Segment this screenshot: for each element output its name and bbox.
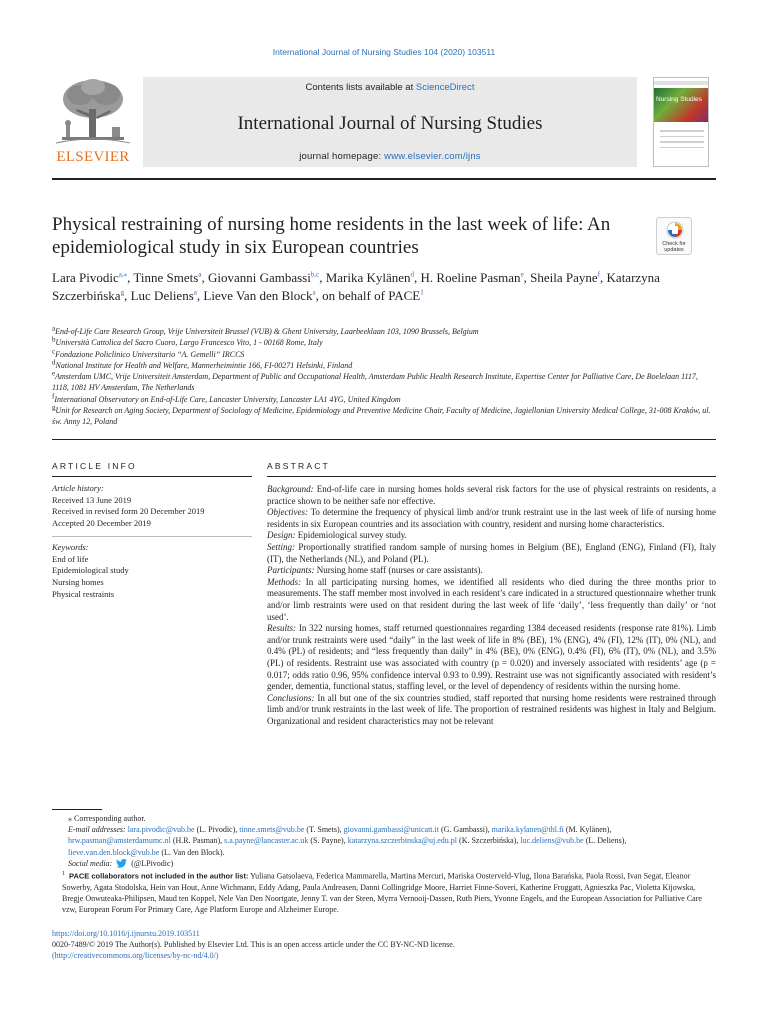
pace-collaborators-note	[52, 869, 716, 915]
corresponding-author-note	[52, 813, 716, 824]
affiliation-item	[52, 371, 716, 394]
affiliation-list	[52, 326, 716, 428]
journal-banner	[143, 77, 637, 167]
author-affiliation-mark[interactable]: a,⁎	[118, 270, 128, 279]
license-link[interactable]: (http://creativecommons.org/licenses/by-nc-nd/4.0/)	[52, 951, 219, 961]
author-affiliation-mark[interactable]: f	[597, 270, 601, 279]
masthead-rule	[52, 178, 716, 180]
keyword-item: Nursing homes	[52, 577, 104, 588]
elsevier-tree-icon	[52, 77, 134, 149]
journal-cover-thumbnail[interactable]	[653, 77, 709, 167]
footnote-rule	[52, 809, 102, 810]
affiliation-item	[52, 326, 716, 337]
keywords-label: Keywords:	[52, 542, 89, 552]
abstract-section	[267, 530, 716, 542]
email-link[interactable]: lara.pivodic@vub.be	[127, 825, 195, 835]
abstract-section-text: Proportionally stratified random sample of nursing homes in Belgium (BE), England (ENG), Finland (FI), Italy (IT), the Netherlands (NL), and Poland (PL).	[267, 541, 716, 564]
abstract-section-text: Epidemiological survey study.	[295, 530, 407, 541]
pace-collaborators-text: Yuliana Gatsolaeva, Federica Mammarella, Martina Mercuri, Mariska Oosterveld-Vlug, Ilona Barańska, Paola Rossi, Ivan Segat, Eleanor Sowerby, Agata Stodolska, Hein van Hout, Anne Wichmann, Eddy Adang, Paula Andreasen, Danni Collingridge Moore, Harriet Finne-Soveri, Katherine Froggatt, Agnieszka Pac, Violetta Kijowska, Bregje Onwuteaka-Philipsen, Maud ten Koppel, Nele Van Den Noortgate, Jenny T. van der Steen, Myrra Vernooij-Dassen, Ruth Piers, Yvonne Engels, and the European Association for Palliative Care vzw, European Forum For Primary Care, Age Platform Europe and Alzheimer Europe.	[62, 871, 702, 915]
abstract-section-text: To determine the frequency of physical limb and/or trunk restraint use in the last week of life of nursing home residents in six European countries and its association with country, resident and nursing home characteristics.	[267, 507, 716, 529]
social-media-note	[52, 858, 716, 869]
email-owner: (L. Deliens),	[583, 836, 627, 846]
keyword-item: Physical restraints	[52, 588, 115, 599]
email-owner: (H.R. Pasman),	[170, 836, 225, 846]
affiliation-mark: f	[52, 392, 55, 401]
affiliation-item	[52, 337, 716, 348]
affiliation-item	[52, 360, 716, 371]
affiliation-text: International Observatory on End-of-Life Care, Lancaster University, Lancaster LA1 4YG, United Kingdom	[54, 394, 401, 404]
email-link[interactable]: marika.kylanen@thl.fi	[491, 825, 564, 835]
history-received: Received 13 June 2019	[52, 494, 132, 505]
abstract-section-text: In all but one of the six countries studied, staff reported that nursing home residents were restrained through limb and/or trunk restraints in the last week of life. The proportion of restrained residents was highest in Italy and Belgium. Organizational and resident characteristics may not be relevant	[267, 692, 716, 726]
affiliation-mark: e	[52, 369, 56, 378]
abstract-section	[267, 623, 716, 693]
affiliation-item	[52, 394, 716, 405]
abstract-section-text: End-of-life care in nursing homes holds several risk factors for the use of physical restraints on residents, a practice shown to be neither safe nor effective.	[267, 484, 716, 506]
footnotes	[52, 813, 716, 915]
abstract-section-label: Setting:	[267, 541, 295, 552]
email-link[interactable]: katarzyna.szczerbinska@uj.edu.pl	[347, 836, 458, 846]
journal-homepage-link[interactable]: www.elsevier.com/ijns	[384, 151, 481, 162]
author-name[interactable]: Marika Kylänen	[325, 270, 411, 285]
cover-title: Nursing Studies	[656, 96, 702, 103]
section-rule	[52, 439, 716, 440]
email-owner: (M. Kylänen),	[563, 825, 612, 835]
affiliation-text: Università Cattolica del Sacro Cuoro, Largo Francesco Vito, 1 - 00168 Rome, Italy	[55, 338, 323, 348]
abstract-section	[267, 565, 716, 577]
author-name[interactable]: Giovanni Gambassi	[207, 270, 311, 285]
author-name[interactable]: Lieve Van den Block	[203, 288, 313, 303]
email-owner: (L. Pivodic),	[194, 825, 240, 835]
homepage-prefix: journal homepage:	[299, 151, 385, 162]
author-affiliation-mark[interactable]: e	[520, 270, 524, 279]
journal-citation-link[interactable]: International Journal of Nursing Studies 104 (2020) 103511	[272, 47, 496, 57]
article-title: Physical restraining of nursing home residents in the last week of life: An epidemiological study in six European countries	[52, 214, 611, 258]
journal-title: International Journal of Nursing Studies	[237, 113, 543, 134]
keyword-item: End of life	[52, 553, 89, 564]
corresponding-mark: ⁎	[68, 814, 72, 823]
abstract-section-label: Design:	[267, 530, 296, 541]
author-name[interactable]: H. Roeline Pasman	[420, 270, 521, 285]
email-owner: (K. Szczerbińska),	[457, 836, 521, 846]
elsevier-wordmark: ELSEVIER	[56, 149, 130, 165]
keyword-item: Epidemiological study	[52, 565, 129, 576]
affiliation-text: End-of-Life Care Research Group, Vrije Universiteit Brussel (VUB) & Ghent University, Laarbeeklaan 103, 1090 Brussels, Belgium	[55, 327, 479, 336]
author-name[interactable]: Luc Deliens	[130, 288, 194, 303]
abstract-heading: ABSTRACT	[267, 461, 330, 471]
affiliation-mark: c	[52, 346, 56, 355]
email-link[interactable]: s.a.payne@lancaster.ac.uk	[224, 836, 309, 846]
cover-strip	[654, 81, 709, 85]
abstract-section-text: In all participating nursing homes, we identified all residents who died during the three months prior to measurements. The staff member most involved in each resident’s care indicated in a structured questionnaire whether trunk and/or limb restraints were used on that resident during the last week of life ‘daily’, ‘less frequently than daily’ or ‘not used’.	[267, 576, 716, 622]
author-separator: ,	[523, 270, 531, 285]
abstract-section	[267, 507, 716, 530]
author-separator: ,	[201, 270, 208, 285]
author-affiliation-mark[interactable]: a	[312, 288, 316, 297]
email-link[interactable]: giovanni.gambassi@unicatt.it	[343, 825, 439, 835]
affiliation-text: National Institute for Health and Welfare, Mannerheimintie 166, FI-00271 Helsinki, Finland	[55, 360, 353, 370]
abstract-section-label: Objectives:	[267, 507, 308, 518]
contents-line	[143, 82, 637, 93]
author-separator: ,	[414, 270, 421, 285]
homepage-line	[143, 151, 637, 162]
contents-prefix: Contents lists available at	[305, 82, 416, 93]
author-name[interactable]: Tinne Smets	[133, 270, 199, 285]
abstract-section	[267, 577, 716, 623]
affiliation-mark: d	[52, 358, 56, 367]
author-separator: , on behalf of	[315, 288, 389, 303]
abstract-section-label: Methods:	[267, 576, 301, 587]
email-owner: (G. Gambassi),	[438, 825, 492, 835]
abstract-section	[267, 693, 716, 728]
affiliation-mark: b	[52, 335, 56, 344]
affiliation-mark: a	[52, 324, 56, 333]
abstract-section	[267, 542, 716, 565]
email-owner: (L. Van den Block).	[159, 847, 225, 857]
cover-art	[654, 88, 709, 122]
author-name[interactable]: PACE	[388, 288, 421, 303]
abstract-rule	[267, 476, 716, 477]
keywords-block	[52, 542, 252, 601]
sciencedirect-link[interactable]: ScienceDirect	[415, 82, 475, 93]
email-owner: (T. Smets),	[304, 825, 344, 835]
affiliation-mark: g	[52, 403, 56, 412]
keywords-rule	[52, 536, 252, 537]
author-affiliation-mark[interactable]: g	[120, 288, 125, 297]
affiliation-text: Fondazione Policlinico Universitario “A. Gemelli” IRCCS	[55, 349, 245, 359]
author-affiliation-mark[interactable]: a	[193, 288, 197, 297]
abstract-section-label: Conclusions:	[267, 692, 315, 703]
doi-block	[52, 928, 716, 962]
author-affiliation-mark[interactable]: 1	[420, 288, 424, 297]
abstract-section-label: Results:	[267, 623, 296, 634]
author-list	[52, 269, 692, 305]
author-affiliation-mark[interactable]: d	[410, 270, 415, 279]
cover-text-lines	[660, 130, 704, 152]
affiliation-item	[52, 405, 716, 428]
check-for-updates-label: Check for updates	[662, 241, 686, 253]
article-info-heading: ARTICLE INFO	[52, 461, 137, 471]
article-history	[52, 483, 252, 530]
email-label: E-mail addresses:	[68, 825, 126, 835]
doi-link[interactable]: https://doi.org/10.1016/j.ijnurstu.2019.103511	[52, 929, 200, 938]
pace-footnote-mark: 1	[62, 871, 65, 878]
abstract-section-label: Participants:	[267, 565, 315, 576]
abstract-section	[267, 484, 716, 507]
author-name[interactable]: Lara Pivodic	[52, 270, 119, 285]
abstract-section-label: Background:	[267, 484, 314, 494]
check-for-updates-button[interactable]	[656, 217, 692, 255]
author-separator: ,	[127, 270, 134, 285]
author-separator: ,	[319, 270, 326, 285]
social-media-label: Social media:	[68, 858, 113, 868]
affiliation-item	[52, 346, 716, 360]
elsevier-logo[interactable]	[52, 77, 134, 169]
email-link[interactable]: luc.deliens@vub.be	[520, 836, 584, 846]
abstract-body	[267, 484, 716, 727]
author-affiliation-mark[interactable]: b,c	[310, 270, 320, 279]
email-link[interactable]: lieve.van.den.block@vub.be	[68, 847, 160, 857]
author-separator: ,	[124, 288, 131, 303]
social-media-handle[interactable]: (@LPivodic)	[131, 858, 174, 868]
email-owner: (S. Payne),	[308, 836, 348, 846]
twitter-icon[interactable]	[116, 859, 127, 868]
history-revised: Received in revised form 20 December 2019	[52, 506, 205, 517]
pace-collaborators-label: PACE collaborators not included in the author list:	[69, 871, 249, 881]
author-name[interactable]: Sheila Payne	[530, 270, 598, 285]
article-info-rule	[52, 476, 252, 477]
history-label: Article history:	[52, 483, 104, 493]
email-link[interactable]: hrw.pasman@amsterdamumc.nl	[68, 836, 171, 846]
author-separator: ,	[196, 288, 204, 303]
corresponding-label: Corresponding author.	[74, 814, 146, 823]
affiliation-text: Amsterdam UMC, Vrije Universiteit Amsterdam, Department of Public and Occupational Health, Amsterdam Public Health Research Institute, Expertise Center for Palliative Care, De Boelelaan 1117, 1118, 1081 HV Amsterdam, The Netherlands	[52, 372, 698, 393]
abstract-section-text: In 322 nursing homes, staff returned questionnaires regarding 1384 deceased residents (response rate 81%). Limb and/or trunk restraints were used “daily” in the last week of life in 8% (BE), 1% (ENG), 4% (FI), 12% (IT), 0% (NL), and 0.4% (PL) of residents; and “less frequently than daily” in 4% (BE), 0% (ENG), 0.4% (FI), 6% (IT), 0% (NL), and 3.5% (PL) of residents. Restraint use was associated with country (p = 0.020) and inversely associated with residents’ age (p = 0.017; odds ratio 0.96, 95% confidence interval 0.93 to 0.99). Restraint use was not significantly associated with resident’s gender, dementia, functional status, staffing level, or the level of dependency of residents within the nursing home.	[267, 623, 716, 692]
author-name[interactable]: Katarzyna Szczerbińska	[52, 270, 660, 303]
copyright-line: 0020-7489/© 2019 The Author(s). Published by Elsevier Ltd. This is an open access article under the CC BY-NC-ND license.	[52, 940, 455, 950]
history-accepted: Accepted 20 December 2019	[52, 518, 151, 529]
email-link[interactable]: tinne.smets@vub.be	[239, 825, 305, 835]
affiliation-text: Unit for Research on Aging Society, Department of Sociology of Medicine, Epidemiology and Preventive Medicine Chair, Faculty of Medicine, Jagiellonian University Medical College, 31-008 Kraków, ul. św. Anny 12, Poland	[52, 406, 711, 427]
author-affiliation-mark[interactable]: a	[198, 270, 202, 279]
author-separator: ,	[600, 270, 607, 285]
check-for-updates-icon	[666, 221, 684, 239]
email-addresses	[52, 824, 716, 858]
abstract-section-text: Nursing home staff (nurses or care assistants).	[314, 565, 483, 576]
